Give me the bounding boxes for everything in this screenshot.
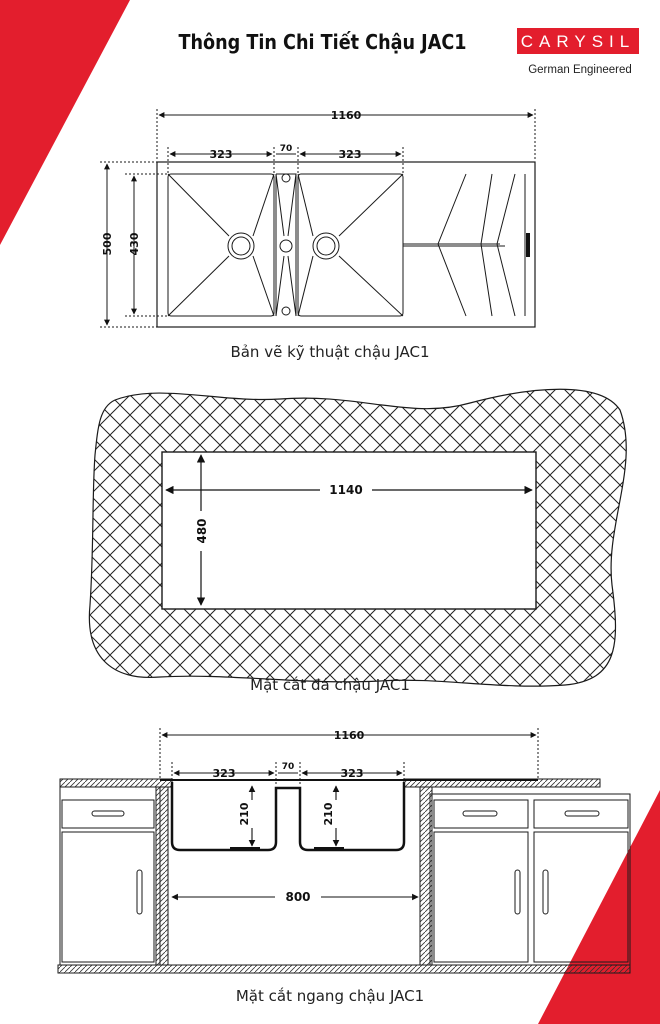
top-view-caption: Bản vẽ kỹ thuật chậu JAC1	[230, 343, 430, 361]
dim-section-bowl-right: 323	[340, 767, 364, 780]
dim-cutout-depth: 480	[195, 518, 209, 544]
section-view-caption: Mặt cắt ngang chậu JAC1	[235, 987, 425, 1005]
dim-bowl-depth: 430	[128, 232, 141, 256]
brand-name: CARYSIL	[520, 32, 636, 51]
cutout-view-caption: Mặt cắt đá chậu JAC1	[250, 676, 410, 694]
dim-section-height-left: 210	[238, 802, 251, 826]
dim-overall-width: 1160	[330, 109, 362, 122]
dim-section-height-right: 210	[322, 802, 335, 826]
dim-cabinet-opening: 800	[285, 890, 311, 904]
cutout-view-drawing	[0, 385, 660, 697]
dim-section-gap: 70	[281, 762, 295, 772]
dim-cutout-width: 1140	[329, 483, 363, 497]
dim-bowl-left: 323	[209, 148, 233, 161]
section-view-drawing	[0, 722, 660, 980]
dim-overall-depth: 500	[101, 232, 114, 256]
dim-section-bowl-left: 323	[212, 767, 236, 780]
dim-section-overall-width: 1160	[333, 729, 365, 742]
dim-gap: 70	[279, 144, 293, 154]
brand-tagline: German Engineered	[528, 64, 632, 76]
top-view-drawing	[0, 95, 660, 340]
brand-logo	[517, 28, 639, 54]
dim-bowl-right: 323	[338, 148, 362, 161]
page-title: Thông Tin Chi Tiết Chậu JAC1	[178, 30, 467, 54]
